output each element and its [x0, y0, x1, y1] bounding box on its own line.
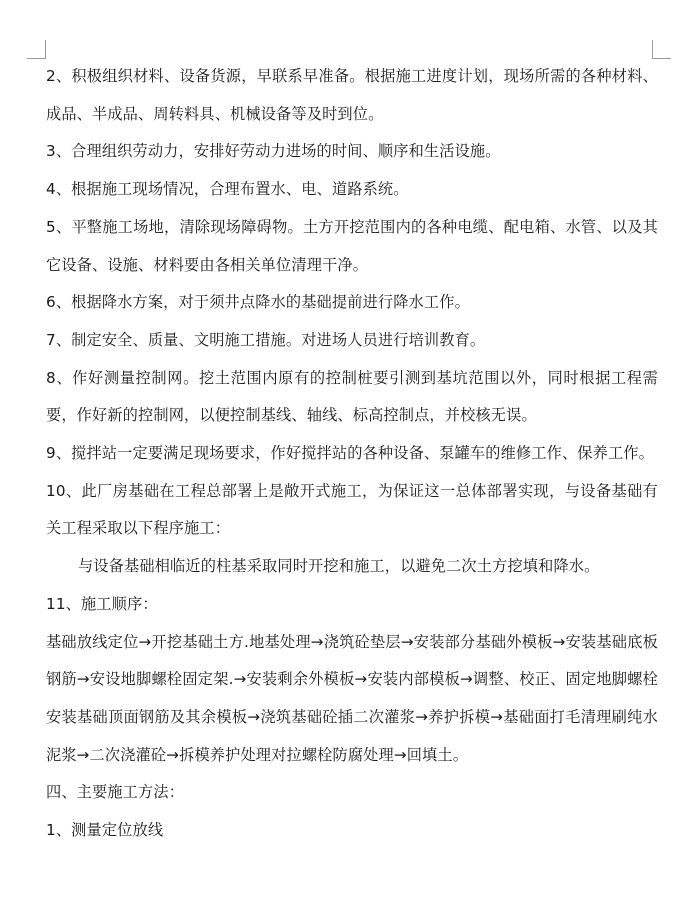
paragraph-item-8: 8、作好测量控制网。挖土范围内原有的控制桩要引测到基坑范围以外，同时根据工程需要，作好新的控制网，以便控制基线、轴线、标高控制点，并校核无误。	[46, 368, 658, 425]
paragraph-item-10-detail: 与设备基础相临近的柱基采取同时开挖和施工，以避免二次土方挖填和降水。	[78, 557, 600, 576]
paragraph-item-6: 6、根据降水方案，对于须井点降水的基础提前进行降水工作。	[46, 293, 470, 312]
document-body	[46, 58, 658, 850]
paragraph-item-11: 11、施工顺序：	[46, 594, 158, 613]
paragraph-item-9: 9、搅拌站一定要满足现场要求，作好搅拌站的各种设备、泵罐车的维修工作、保养工作。	[46, 444, 654, 463]
page-margin-corner-top-right	[652, 40, 671, 59]
subsection-heading-survey: 1、测量定位放线	[46, 821, 164, 840]
paragraph-item-3: 3、合理组织劳动力，安排好劳动力进场的时间、顺序和生活设施。	[46, 142, 501, 161]
paragraph-item-2: 2、积极组织材料、设备货源，早联系早准备。根据施工进度计划，现场所需的各种材料、成品、半成品、周转料具、机械设备等及时到位。	[46, 67, 658, 123]
paragraph-item-7: 7、制定安全、质量、文明施工措施。对进场人员进行培训教育。	[46, 330, 486, 349]
paragraph-item-5: 5、平整施工场地，清除现场障碍物。土方开挖范围内的各种电缆、配电箱、水管、以及其它设备、设施、材料要由各相关单位清理干净。	[46, 217, 658, 274]
page-margin-corner-top-left	[27, 40, 46, 59]
construction-sequence-text: 基础放线定位→开挖基础土方.地基处理→浇筑砼垫层→安装部分基础外模板→安装基础底板钢筋→安设地脚螺栓固定架.→安装剩余外模板→安装内部模板→调整、校正、固定地脚螺栓安装基础顶面钢筋及其余模板→浇筑基础砼插二次灌浆→养护拆模→基础面打毛清理刷纯水泥浆→二次浇灌砼→拆模养护处理对拉螺栓防腐处理→回填土。	[46, 632, 658, 764]
section-heading-main-methods: 四、主要施工方法：	[46, 783, 185, 802]
paragraph-item-10: 10、此厂房基础在工程总部署上是敞开式施工，为保证这一总体部署实现，与设备基础有关工程采取以下程序施工：	[46, 481, 658, 538]
paragraph-item-4: 4、根据施工现场情况，合理布置水、电、道路系统。	[46, 180, 409, 199]
